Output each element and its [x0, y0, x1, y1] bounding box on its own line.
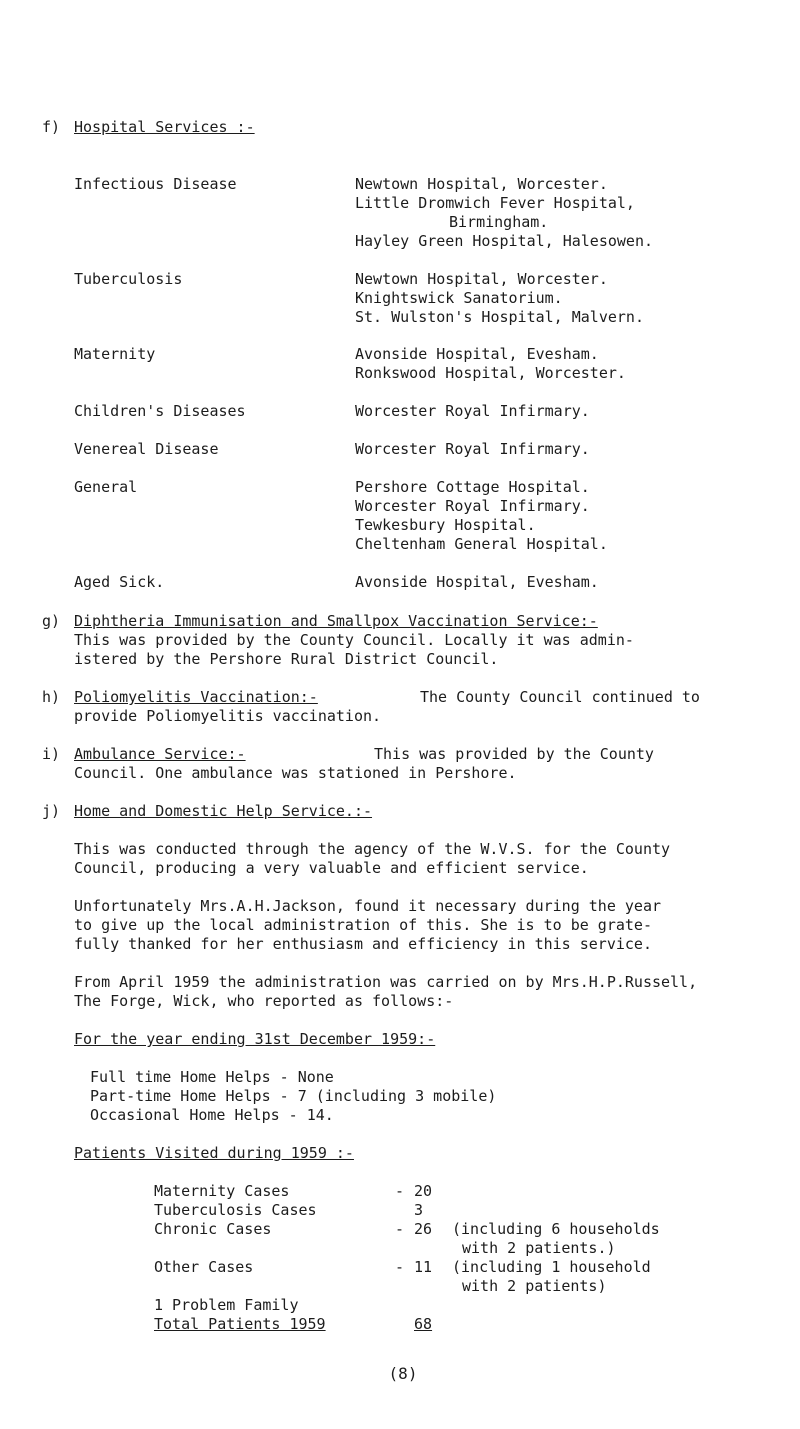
text-line: istered by the Pershore Rural District Council. [74, 650, 499, 668]
hospital-line: Tewkesbury Hospital. [355, 516, 536, 534]
note-line: with 2 patients) [462, 1277, 607, 1295]
patient-count: 11 [414, 1258, 433, 1276]
hospital-line: Knightswick Sanatorium. [355, 289, 563, 307]
note-line: (including 1 household [452, 1258, 651, 1276]
patient-count: 20 [414, 1182, 433, 1200]
patient-note [452, 1220, 660, 1258]
total-patients-label: Total Patients 1959 [154, 1315, 326, 1333]
hospital-line: Cheltenham General Hospital. [355, 535, 608, 553]
hospital-line: Newtown Hospital, Worcester. [355, 270, 608, 288]
text-line: to give up the local administration of this. She is to be grate- [74, 916, 652, 934]
hospital-line: Avonside Hospital, Evesham. [355, 573, 599, 591]
hospital-line: Ronkswood Hospital, Worcester. [355, 364, 626, 382]
hospital-line: Avonside Hospital, Evesham. [355, 345, 599, 363]
hospital-list-tuberculosis [355, 270, 644, 327]
category-tuberculosis: Tuberculosis [74, 270, 183, 288]
text-line: This was provided by the County Council. Locally it was admin- [74, 631, 634, 649]
home-helps-list [90, 1068, 496, 1125]
section-h-heading: Poliomyelitis Vaccination:- [74, 688, 318, 706]
hospital-line: Newtown Hospital, Worcester. [355, 175, 608, 193]
section-g-label: g) [42, 612, 61, 630]
year-heading: For the year ending 31st December 1959:- [74, 1030, 436, 1048]
section-f-label: f) [42, 118, 61, 136]
patient-count: 3 [414, 1201, 424, 1219]
patient-dash: - [395, 1220, 405, 1238]
hospital-list-childrens [355, 402, 590, 421]
hospital-line: Worcester Royal Infirmary. [355, 440, 590, 458]
section-j-para3 [74, 973, 697, 1011]
section-h-label: h) [42, 688, 61, 706]
category-general: General [74, 478, 138, 496]
section-f-heading: Hospital Services :- [74, 118, 255, 136]
category-childrens-diseases: Children's Diseases [74, 402, 246, 420]
section-g-heading: Diphtheria Immunisation and Smallpox Vaccination Service:- [74, 612, 598, 630]
patient-category-label: Maternity Cases [154, 1182, 290, 1200]
note-line: (including 6 households [452, 1220, 660, 1238]
hospital-list-general [355, 478, 608, 554]
text-line: From April 1959 the administration was carried on by Mrs.H.P.Russell, [74, 973, 698, 991]
patient-category-label: Other Cases [154, 1258, 254, 1276]
category-infectious-disease: Infectious Disease [74, 175, 237, 193]
section-i-label: i) [42, 745, 61, 763]
patient-dash: - [395, 1258, 405, 1276]
patient-category-label: 1 Problem Family [154, 1296, 299, 1314]
text-line: This was conducted through the agency of the W.V.S. for the County [74, 840, 671, 858]
hospital-list-infectious [355, 175, 653, 251]
home-help-line: Part-time Home Helps - 7 (including 3 mobile) [90, 1087, 497, 1105]
hospital-list-maternity [355, 345, 626, 383]
patient-count: 26 [414, 1220, 433, 1238]
text-line: fully thanked for her enthusiasm and efficiency in this service. [74, 935, 652, 953]
total-patients-count: 68 [414, 1315, 433, 1333]
hospital-line: Pershore Cottage Hospital. [355, 478, 590, 496]
text-line: This was provided by the County [374, 745, 654, 763]
text-line: provide Poliomyelitis vaccination. [74, 707, 382, 725]
category-maternity: Maternity [74, 345, 156, 363]
patient-dash: - [395, 1182, 405, 1200]
section-g-text [74, 631, 634, 669]
hospital-line: Worcester Royal Infirmary. [355, 497, 590, 515]
hospital-line: Hayley Green Hospital, Halesowen. [355, 232, 654, 250]
hospital-list-venereal [355, 440, 590, 459]
section-j-heading: Home and Domestic Help Service.:- [74, 802, 373, 820]
page-number: (8) [388, 1364, 418, 1383]
hospital-line: Little Dromwich Fever Hospital, [355, 194, 635, 212]
category-venereal-disease: Venereal Disease [74, 440, 219, 458]
hospital-line: Birmingham. [449, 213, 549, 231]
text-line: Council, producing a very valuable and efficient service. [74, 859, 589, 877]
hospital-list-aged-sick [355, 573, 599, 592]
section-j-para1 [74, 840, 670, 878]
patients-heading: Patients Visited during 1959 :- [74, 1144, 354, 1162]
category-aged-sick: Aged Sick. [74, 573, 165, 591]
home-help-line: Full time Home Helps - None [90, 1068, 334, 1086]
text-line: The County Council continued to [420, 688, 700, 706]
hospital-line: Worcester Royal Infirmary. [355, 402, 590, 420]
patient-note [452, 1258, 651, 1296]
note-line: with 2 patients.) [462, 1239, 616, 1257]
text-line: Unfortunately Mrs.A.H.Jackson, found it necessary during the year [74, 897, 661, 915]
patient-category-label: Chronic Cases [154, 1220, 272, 1238]
hospital-line: St. Wulston's Hospital, Malvern. [355, 308, 644, 326]
patient-category-label: Tuberculosis Cases [154, 1201, 317, 1219]
text-line: The Forge, Wick, who reported as follows:- [74, 992, 454, 1010]
home-help-line: Occasional Home Helps - 14. [90, 1106, 334, 1124]
section-i-heading: Ambulance Service:- [74, 745, 246, 763]
text-line: Council. One ambulance was stationed in Pershore. [74, 764, 517, 782]
section-j-para2 [74, 897, 661, 954]
section-j-label: j) [42, 802, 61, 820]
